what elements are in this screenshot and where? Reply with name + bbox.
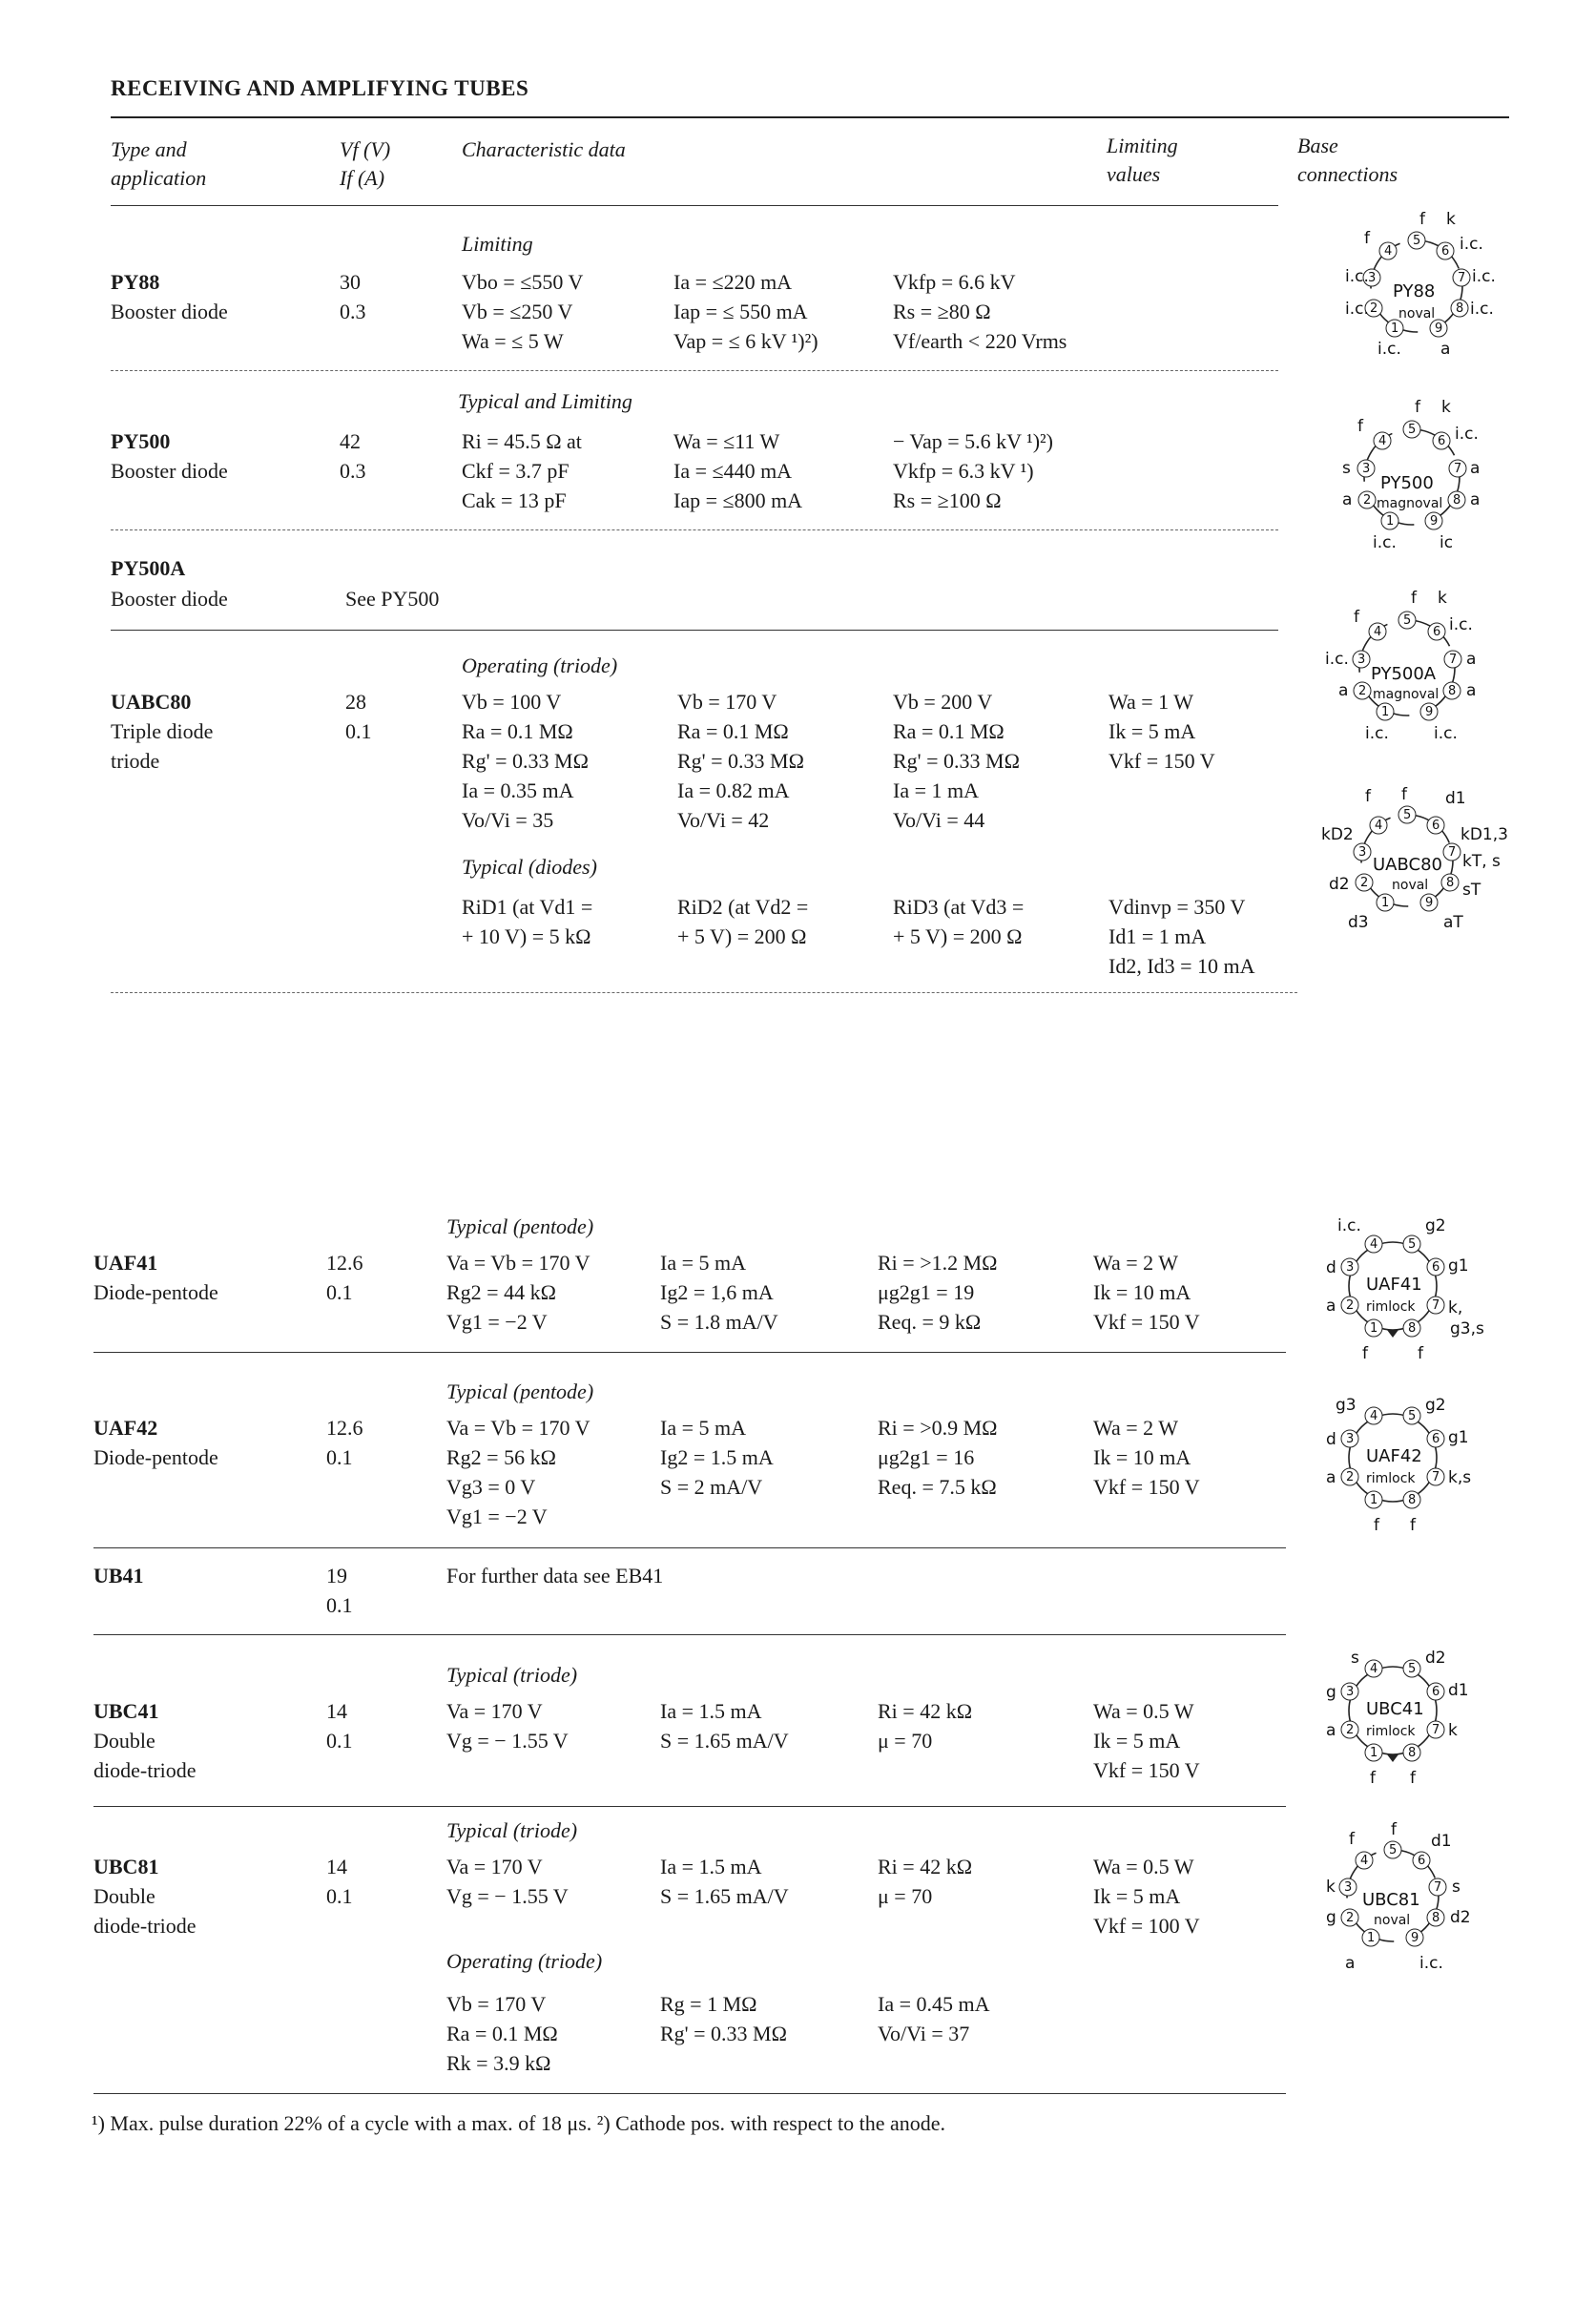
svg-text:k,s: k,s [1448,1468,1472,1487]
uaf42-limits: Wa = 2 W Ik = 10 mA Vkf = 150 V [1093,1416,1200,1499]
py500-if: 0.3 [340,459,366,483]
svg-text:3: 3 [1357,653,1366,667]
svg-text:2: 2 [1346,1911,1355,1925]
svg-text:2: 2 [1358,684,1367,698]
py500-rule [111,529,1278,530]
svg-text:f: f [1362,1344,1368,1363]
svg-text:d2: d2 [1450,1908,1471,1927]
header-vf-if: Vf (V) If (A) [340,137,391,190]
svg-text:3: 3 [1346,1432,1355,1446]
base-diagram-uaf41 [1307,1212,1484,1379]
svg-text:i.c.: i.c. [1337,1216,1361,1235]
svg-text:i.c.: i.c. [1434,724,1458,743]
svg-text:f: f [1418,1344,1423,1363]
svg-text:2: 2 [1346,1298,1355,1313]
ubc41-app: Double diode-triode [93,1729,197,1782]
uaf42-col1: Va = Vb = 170 V Rg2 = 56 kΩ Vg3 = 0 V Vg1 = −2 V [446,1416,590,1528]
ubc41-limits: Wa = 0.5 W Ik = 5 mA Vkf = 150 V [1093,1699,1200,1782]
base-diagram-py88 [1345,210,1496,363]
uabc80-vf: 28 [345,690,366,714]
svg-text:2: 2 [1360,876,1369,890]
ubc41-if: 0.1 [326,1729,353,1753]
svg-text:7: 7 [1458,271,1466,285]
uaf41-name: UAF41 [93,1251,158,1275]
header-base: Base connections [1297,134,1398,186]
title-rule [111,116,1509,118]
svg-text:g2: g2 [1425,1396,1446,1415]
py88-rule [111,370,1278,371]
svg-text:i.c.: i.c. [1325,650,1349,669]
svg-text:f: f [1415,398,1420,417]
svg-text:3: 3 [1362,462,1371,476]
svg-text:8: 8 [1408,1321,1417,1336]
ub41-note: For further data see EB41 [446,1564,664,1587]
svg-text:i.c.: i.c. [1365,724,1389,743]
ubc81-col2: Ia = 1.5 mA S = 1.65 mA/V [660,1855,789,1908]
svg-text:1: 1 [1386,514,1395,529]
svg-text:1: 1 [1381,705,1390,719]
uabc80-diode-limits: Vdinvp = 350 V Id1 = 1 mA Id2, Id3 = 10 mA [1108,895,1255,978]
py500-col2: Wa = ≤11 W Ia = ≤440 mA Iap = ≤800 mA [673,429,803,512]
svg-text:noval: noval [1392,878,1429,893]
svg-text:noval: noval [1398,306,1436,322]
svg-text:7: 7 [1432,1723,1440,1737]
svg-text:3: 3 [1346,1685,1355,1699]
uaf41-col3: Ri = >1.2 MΩ μg2g1 = 19 Req. = 9 kΩ [878,1251,998,1334]
svg-text:f: f [1410,1516,1416,1535]
svg-text:7: 7 [1432,1470,1440,1484]
svg-text:f: f [1401,785,1407,804]
py500a-note: See PY500 [345,587,440,611]
ub41-if: 0.1 [326,1593,353,1617]
ubc81-col3: Ri = 42 kΩ μ = 70 [878,1855,973,1908]
py88-col3: Vkfp = 6.6 kV Rs = ≥80 Ω Vf/earth < 220 Vrms [893,270,1067,353]
ubc81-if: 0.1 [326,1884,353,1908]
svg-text:6: 6 [1441,244,1450,259]
uaf42-rule [93,1547,1286,1548]
svg-text:g1: g1 [1448,1428,1469,1447]
svg-text:4: 4 [1374,625,1382,639]
uaf41-col2: Ia = 5 mA Ig2 = 1,6 mA S = 1.8 mA/V [660,1251,778,1334]
ubc41-col3: Ri = 42 kΩ μ = 70 [878,1699,973,1753]
svg-text:s: s [1351,1649,1359,1668]
svg-text:5: 5 [1408,1662,1417,1676]
ubc41-vf: 14 [326,1699,347,1723]
svg-text:5: 5 [1408,1409,1417,1423]
svg-text:rimlock: rimlock [1366,1724,1416,1739]
py500a-name: PY500A [111,556,186,580]
svg-text:f: f [1370,1769,1376,1788]
svg-text:5: 5 [1408,1237,1417,1252]
base-diagram-py500a [1321,591,1493,749]
svg-text:3: 3 [1358,845,1367,860]
svg-text:7: 7 [1449,653,1458,667]
ub41-name: UB41 [93,1564,144,1587]
uaf42-if: 0.1 [326,1445,353,1469]
svg-text:2: 2 [1346,1723,1355,1737]
svg-text:f: f [1365,787,1371,806]
svg-text:f: f [1411,589,1417,608]
uabc80-app: Triple diode triode [111,719,214,773]
uabc80-name: UABC80 [111,690,192,714]
svg-text:d3: d3 [1348,913,1369,932]
uabc80-limits: Wa = 1 W Ik = 5 mA Vkf = 150 V [1108,690,1215,773]
svg-text:8: 8 [1408,1493,1417,1507]
svg-text:f: f [1374,1516,1379,1535]
svg-text:1: 1 [1367,1931,1376,1945]
uaf42-section: Typical (pentode) [446,1380,594,1403]
svg-text:rimlock: rimlock [1366,1471,1416,1486]
uaf42-vf: 12.6 [326,1416,363,1440]
ub41-vf: 19 [326,1564,347,1587]
svg-text:d: d [1326,1258,1336,1277]
uaf42-app: Diode-pentode [93,1445,218,1469]
svg-text:d1: d1 [1431,1832,1452,1851]
svg-text:4: 4 [1384,244,1393,259]
svg-text:1: 1 [1381,896,1390,910]
ubc41-col2: Ia = 1.5 mA S = 1.65 mA/V [660,1699,789,1753]
svg-text:g: g [1326,1908,1336,1927]
ubc81-app: Double diode-triode [93,1884,197,1938]
svg-text:a: a [1342,490,1353,509]
svg-text:i.c.: i.c. [1345,300,1369,319]
svg-text:g3,s: g3,s [1450,1319,1484,1338]
ubc81-col1: Va = 170 V Vg = − 1.55 V [446,1855,569,1908]
svg-text:s: s [1452,1878,1460,1897]
svg-text:kT, s: kT, s [1462,852,1501,871]
svg-text:a: a [1338,681,1349,700]
svg-text:UAF41: UAF41 [1366,1275,1422,1295]
svg-text:8: 8 [1448,684,1457,698]
ubc81-op-col2: Rg = 1 MΩ Rg' = 0.33 MΩ [660,1992,787,2045]
svg-text:8: 8 [1446,876,1455,890]
svg-text:s: s [1342,459,1351,478]
svg-text:6: 6 [1432,1432,1440,1446]
ubc81-op-col3: Ia = 0.45 mA Vo/Vi = 37 [878,1992,990,2045]
svg-text:UBC41: UBC41 [1366,1699,1424,1719]
base-diagram-py500 [1331,398,1493,558]
svg-text:a: a [1466,650,1477,669]
svg-text:7: 7 [1432,1298,1440,1313]
svg-text:4: 4 [1375,819,1383,833]
svg-text:f: f [1364,229,1370,248]
svg-text:a: a [1345,1954,1356,1973]
svg-text:i.c.: i.c. [1449,615,1473,634]
svg-text:k: k [1448,1721,1458,1740]
svg-text:4: 4 [1370,1409,1378,1423]
svg-text:g2: g2 [1425,1216,1446,1235]
svg-text:5: 5 [1389,1843,1398,1857]
py500-vf: 42 [340,429,361,453]
uabc80-section-diodes: Typical (diodes) [462,855,597,879]
uabc80-col2: Vb = 170 V Ra = 0.1 MΩ Rg' = 0.33 MΩ Ia = 0.82 mA Vo/Vi = 42 [677,690,804,832]
svg-text:UABC80: UABC80 [1373,855,1442,875]
svg-text:PY88: PY88 [1393,281,1436,301]
svg-text:8: 8 [1432,1911,1440,1925]
svg-text:k: k [1326,1878,1336,1897]
svg-text:UBC81: UBC81 [1362,1890,1420,1910]
svg-text:aT: aT [1443,913,1463,932]
uabc80-rule [111,992,1297,993]
ubc81-op-col1: Vb = 170 V Ra = 0.1 MΩ Rk = 3.9 kΩ [446,1992,558,2075]
svg-text:i.c.: i.c. [1455,425,1479,444]
svg-text:noval: noval [1374,1913,1411,1928]
svg-text:7: 7 [1434,1880,1442,1895]
svg-text:a: a [1470,459,1481,478]
svg-text:1: 1 [1370,1746,1378,1760]
svg-text:d: d [1326,1430,1336,1449]
svg-text:UAF42: UAF42 [1366,1446,1422,1466]
svg-text:a: a [1326,1297,1336,1316]
svg-text:d2: d2 [1425,1649,1446,1668]
uabc80-col3: Vb = 200 V Ra = 0.1 MΩ Rg' = 0.33 MΩ Ia = 1 mA Vo/Vi = 44 [893,690,1020,832]
svg-text:7: 7 [1454,462,1462,476]
py500-col3: − Vap = 5.6 kV ¹)²) Vkfp = 6.3 kV ¹) Rs = ≥100 Ω [893,429,1053,512]
ubc81-name: UBC81 [93,1855,159,1878]
py500-name: PY500 [111,429,171,453]
uaf41-if: 0.1 [326,1280,353,1304]
svg-text:g: g [1326,1683,1336,1702]
svg-text:2: 2 [1346,1470,1355,1484]
ubc81-section-typical: Typical (triode) [446,1818,578,1842]
uaf41-limits: Wa = 2 W Ik = 10 mA Vkf = 150 V [1093,1251,1200,1334]
svg-text:i.c.: i.c. [1472,267,1496,286]
svg-text:a: a [1326,1468,1336,1487]
svg-text:2: 2 [1363,493,1372,508]
svg-text:a: a [1326,1721,1336,1740]
uaf41-vf: 12.6 [326,1251,363,1275]
py88-if: 0.3 [340,300,366,323]
svg-text:1: 1 [1370,1493,1378,1507]
svg-text:k: k [1441,398,1451,417]
svg-text:f: f [1354,608,1359,627]
svg-text:k: k [1438,589,1447,608]
uaf41-section: Typical (pentode) [446,1214,594,1238]
svg-text:g1: g1 [1448,1256,1469,1276]
svg-text:k: k [1446,210,1456,229]
svg-text:3: 3 [1368,271,1377,285]
svg-text:3: 3 [1346,1260,1355,1275]
py500a-rule [111,630,1278,631]
py88-app: Booster diode [111,300,228,323]
uaf41-col1: Va = Vb = 170 V Rg2 = 44 kΩ Vg1 = −2 V [446,1251,590,1334]
ubc41-rule [93,1806,1286,1807]
svg-text:d1: d1 [1448,1681,1469,1700]
py88-col2: Ia = ≤220 mA Iap = ≤ 550 mA Vap = ≤ 6 kV ¹)²) [673,270,818,353]
base-diagram-ubc41 [1307,1636,1479,1803]
svg-text:a: a [1440,340,1451,359]
svg-text:i.c.: i.c. [1419,1954,1443,1973]
svg-text:9: 9 [1430,514,1439,529]
svg-text:9: 9 [1411,1931,1419,1945]
svg-text:6: 6 [1418,1854,1426,1868]
ubc81-limits: Wa = 0.5 W Ik = 5 mA Vkf = 100 V [1093,1855,1200,1938]
svg-text:d1: d1 [1445,789,1466,808]
svg-text:magnoval: magnoval [1377,496,1443,511]
py88-vf: 30 [340,270,361,294]
svg-text:a: a [1470,490,1481,509]
uabc80-diode3: RiD3 (at Vd3 = + 5 V) = 200 Ω [893,895,1025,948]
uabc80-if: 0.1 [345,719,372,743]
svg-text:1: 1 [1391,322,1399,336]
svg-text:5: 5 [1408,423,1417,437]
svg-text:5: 5 [1413,234,1421,248]
footnote: ¹) Max. pulse duration 22% of a cycle with a max. of 18 μs. ²) Cathode pos. with respect to the anode. [92,2111,945,2135]
ubc81-section-operating: Operating (triode) [446,1949,603,1973]
svg-text:f: f [1357,417,1363,436]
uaf42-col3: Ri = >0.9 MΩ μg2g1 = 16 Req. = 7.5 kΩ [878,1416,998,1499]
svg-text:1: 1 [1370,1321,1378,1336]
header-limiting: Limiting values [1107,134,1178,186]
svg-text:i.c.: i.c. [1373,533,1397,552]
svg-text:8: 8 [1408,1746,1417,1760]
uaf41-app: Diode-pentode [93,1280,218,1304]
svg-text:2: 2 [1370,301,1378,316]
svg-text:ic: ic [1440,533,1454,552]
svg-text:PY500: PY500 [1380,473,1434,493]
py88-name: PY88 [111,270,160,294]
py500-col1: Ri = 45.5 Ω at Ckf = 3.7 pF Cak = 13 pF [462,429,582,512]
svg-text:f: f [1391,1820,1397,1839]
svg-text:f: f [1349,1830,1355,1849]
svg-text:d2: d2 [1329,875,1350,894]
svg-text:8: 8 [1453,493,1461,508]
svg-text:k,: k, [1448,1298,1463,1318]
py88-section: Limiting [462,232,533,256]
svg-text:4: 4 [1370,1237,1378,1252]
uabc80-col1: Vb = 100 V Ra = 0.1 MΩ Rg' = 0.33 MΩ Ia = 0.35 mA Vo/Vi = 35 [462,690,589,832]
uaf42-name: UAF42 [93,1416,158,1440]
svg-text:kD1,3: kD1,3 [1460,825,1508,844]
ubc41-section: Typical (triode) [446,1663,578,1687]
svg-text:5: 5 [1403,613,1412,628]
base-diagram-uaf42 [1307,1383,1479,1550]
ubc41-name: UBC41 [93,1699,159,1723]
base-diagram-uabc80 [1321,782,1508,949]
uabc80-diode2: RiD2 (at Vd2 = + 5 V) = 200 Ω [677,895,809,948]
py500a-app: Booster diode [111,587,228,611]
svg-text:3: 3 [1344,1880,1353,1895]
svg-text:PY500A: PY500A [1371,664,1437,684]
svg-text:9: 9 [1435,322,1443,336]
svg-text:6: 6 [1433,625,1441,639]
svg-text:a: a [1466,681,1477,700]
uabc80-section-triode: Operating (triode) [462,654,618,677]
svg-text:6: 6 [1432,819,1440,833]
svg-text:i.c.: i.c. [1460,235,1483,254]
py500-section: Typical and Limiting [458,389,632,413]
py500-app: Booster diode [111,459,228,483]
svg-text:i.c.: i.c. [1470,300,1494,319]
svg-text:4: 4 [1378,434,1387,448]
header-characteristic: Characteristic data [462,137,626,161]
svg-text:8: 8 [1456,301,1464,316]
svg-text:magnoval: magnoval [1373,687,1440,702]
uabc80-diode1: RiD1 (at Vd1 = + 10 V) = 5 kΩ [462,895,593,948]
svg-text:4: 4 [1360,1854,1369,1868]
ubc81-vf: 14 [326,1855,347,1878]
base-diagram-ubc81 [1307,1817,1479,1984]
svg-text:4: 4 [1370,1662,1378,1676]
svg-text:f: f [1419,210,1425,229]
uaf41-rule [93,1352,1286,1353]
ub41-rule [93,1634,1286,1635]
page-title: RECEIVING AND AMPLIFYING TUBES [111,76,529,100]
svg-text:i.c.: i.c. [1378,340,1401,359]
svg-text:6: 6 [1432,1685,1440,1699]
uaf42-col2: Ia = 5 mA Ig2 = 1.5 mA S = 2 mA/V [660,1416,774,1499]
svg-text:7: 7 [1448,845,1457,860]
svg-text:6: 6 [1432,1260,1440,1275]
svg-text:6: 6 [1438,434,1446,448]
svg-text:sT: sT [1462,881,1481,900]
svg-text:f: f [1410,1769,1416,1788]
svg-text:rimlock: rimlock [1366,1299,1416,1315]
ubc41-col1: Va = 170 V Vg = − 1.55 V [446,1699,569,1753]
header-rule [111,205,1278,206]
svg-text:5: 5 [1403,808,1412,822]
svg-text:i.c.: i.c. [1345,267,1369,286]
svg-text:g3: g3 [1336,1396,1357,1415]
py88-col1: Vbo = ≤550 V Vb = ≤250 V Wa = ≤ 5 W [462,270,584,353]
svg-text:9: 9 [1425,896,1434,910]
svg-text:kD2: kD2 [1321,825,1354,844]
header-type: Type and application [111,137,207,190]
svg-text:9: 9 [1425,705,1434,719]
ubc81-rule [93,2093,1286,2094]
